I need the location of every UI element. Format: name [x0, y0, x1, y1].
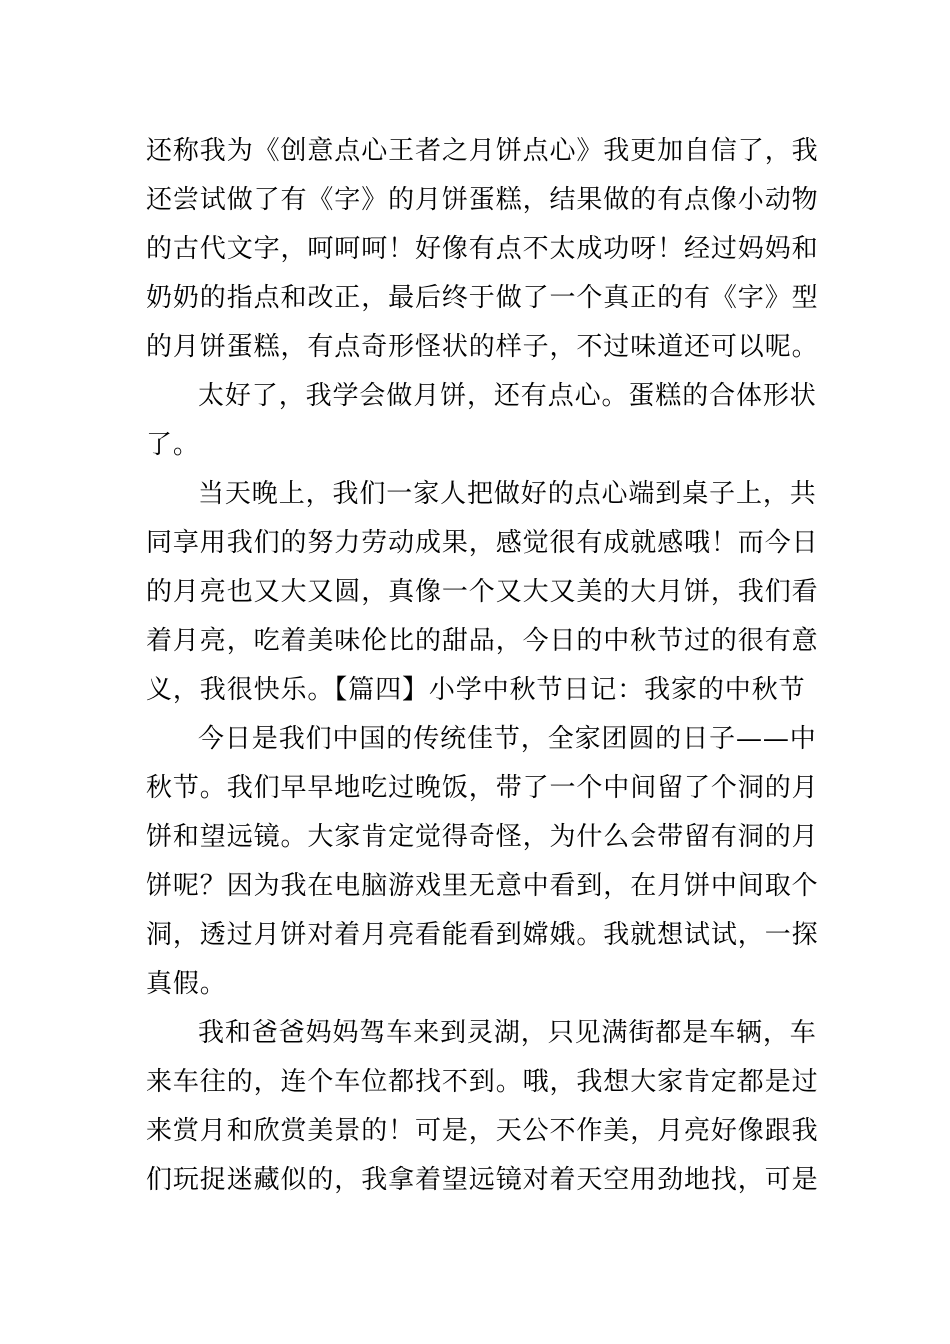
text-line: 饼呢？因为我在电脑游戏里无意中看到，在月饼中间取个	[146, 871, 819, 901]
paragraph-start-line: 太好了，我学会做月饼，还有点心。蛋糕的合体形状	[198, 381, 817, 411]
text-line: 着月亮，吃着美味伦比的甜品，今日的中秋节过的很有意	[146, 626, 819, 656]
paragraph-start-line: 我和爸爸妈妈驾车来到灵湖，只见满街都是车辆，车	[198, 1018, 817, 1048]
text-line: 来赏月和欣赏美景的！可是，天公不作美，月亮好像跟我	[146, 1116, 819, 1146]
text-line: 们玩捉迷藏似的，我拿着望远镜对着天空用劲地找，可是	[146, 1165, 819, 1195]
body-text	[146, 127, 819, 1205]
text-line: 真假。	[146, 969, 227, 999]
text-line: 还尝试做了有《字》的月饼蛋糕，结果做的有点像小动物	[146, 185, 819, 215]
text-line: 还称我为《创意点心王者之月饼点心》我更加自信了，我	[146, 136, 819, 166]
text-line: 的古代文字，呵呵呵！好像有点不太成功呀！经过妈妈和	[146, 234, 819, 264]
text-line: 义，我很快乐。【篇四】小学中秋节日记：我家的中秋节	[146, 675, 806, 705]
text-line: 同享用我们的努力劳动成果，感觉很有成就感哦！而今日	[146, 528, 819, 558]
text-line: 奶奶的指点和改正，最后终于做了一个真正的有《字》型	[146, 283, 819, 313]
text-line: 了。	[146, 430, 200, 460]
text-line: 秋节。我们早早地吃过晚饭，带了一个中间留了个洞的月	[146, 773, 819, 803]
text-line: 来车往的，连个车位都找不到。哦，我想大家肯定都是过	[146, 1067, 819, 1097]
paragraph-start-line: 今日是我们中国的传统佳节，全家团圆的日子——中	[198, 724, 817, 754]
paragraph-start-line: 当天晚上，我们一家人把做好的点心端到桌子上，共	[198, 479, 817, 509]
text-line: 洞，透过月饼对着月亮看能看到嫦娥。我就想试试，一探	[146, 920, 819, 950]
text-line: 饼和望远镜。大家肯定觉得奇怪，为什么会带留有洞的月	[146, 822, 819, 852]
text-line: 的月饼蛋糕，有点奇形怪状的样子，不过味道还可以呢。	[146, 332, 819, 362]
text-line: 的月亮也又大又圆，真像一个又大又美的大月饼，我们看	[146, 577, 819, 607]
